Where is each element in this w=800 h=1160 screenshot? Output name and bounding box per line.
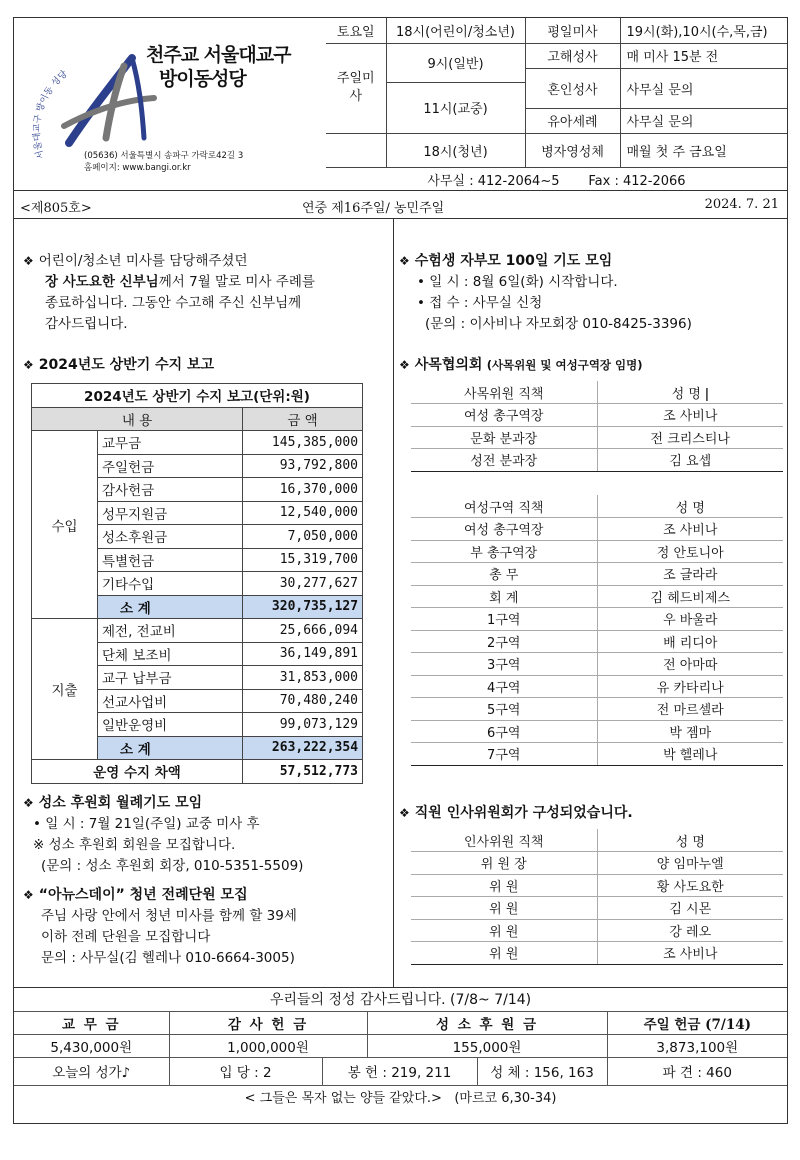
hymn-offertory: 봉 헌 : 219, 211 [322, 1057, 477, 1085]
priest-name: 장 사도요한 신부님 [45, 274, 159, 290]
notice-line: • 일 시 : 7월 21일(주일) 교중 미사 후 [33, 816, 260, 832]
table-row [411, 449, 783, 472]
council-table-1 [411, 381, 783, 472]
notice-line: 감사드립니다. [45, 316, 128, 332]
name-cell: 성 명 ǀ [597, 381, 783, 404]
finance-table [31, 383, 363, 784]
table-row [411, 698, 783, 721]
role-cell: 총 무 [411, 563, 597, 586]
sun-time-1: 9시(일반) [386, 43, 525, 82]
expense-amount: 36,149,891 [243, 642, 363, 666]
heading-text: ❖ 2024년도 상반기 수지 보고 [23, 355, 214, 376]
offering-value: 3,873,100원 [607, 1034, 787, 1057]
balance-amount: 57,512,773 [243, 760, 363, 784]
expense-amount: 70,480,240 [243, 689, 363, 713]
expense-amount: 25,666,094 [243, 619, 363, 643]
offering-section [14, 987, 787, 1125]
notice-line: 이하 전례 단원을 모집합니다 [41, 929, 211, 945]
notice-line: 종료하십니다. 그동안 수고해 주신 신부님께 [45, 295, 302, 311]
notice-line: (문의 : 이사비나 자모회장 010-8425-3396) [425, 316, 692, 332]
role-cell: 4구역 [411, 675, 597, 698]
income-amount: 15,319,700 [243, 548, 363, 572]
income-amount: 16,370,000 [243, 478, 363, 502]
name-cell: 전 마르셀라 [597, 698, 783, 721]
name-cell: 조 사비나 [597, 518, 783, 541]
name-cell: 김 시몬 [597, 897, 783, 920]
role-cell: 7구역 [411, 743, 597, 766]
role-cell: 1구역 [411, 608, 597, 631]
offering-title: 우리들의 정성 감사드립니다. (7/8~ 7/14) [14, 988, 787, 1011]
heading-sub: (사목위원 및 여성구역장 임명) [486, 358, 643, 372]
balance-label: 운영 수지 차액 [32, 760, 243, 784]
role-cell: 사목위원 직책 [411, 381, 597, 404]
table-row [411, 743, 783, 766]
col-content: 내 용 [32, 407, 243, 431]
sun-time-3: 18시(청년) [386, 133, 525, 167]
role-cell: 위 원 [411, 874, 597, 897]
item-value: 사무실 문의 [620, 108, 787, 133]
income-item: 성소후원금 [98, 525, 243, 549]
parish-logo [14, 18, 326, 191]
name-cell: 성 명 [597, 829, 783, 852]
income-amount: 30,277,627 [243, 572, 363, 596]
income-amount: 93,792,800 [243, 454, 363, 478]
income-label: 수입 [32, 431, 98, 619]
expense-subtotal-label: 소 계 [98, 736, 243, 760]
role-cell: 3구역 [411, 653, 597, 676]
table-row [411, 630, 783, 653]
issue-bar [14, 191, 787, 219]
item-label: 고해성사 [525, 43, 620, 68]
expense-item: 단체 보조비 [98, 642, 243, 666]
income-item: 감사헌금 [98, 478, 243, 502]
item-value: 사무실 문의 [620, 68, 787, 108]
table-row [411, 675, 783, 698]
notice-line: 주님 사랑 안에서 청년 미사를 함께 할 39세 [41, 908, 297, 924]
role-cell: 위 원 [411, 919, 597, 942]
offering-value: 1,000,000원 [169, 1034, 367, 1057]
notice-exam-prayer [399, 251, 784, 335]
weekday-label: 평일미사 [525, 18, 620, 43]
council-table-2 [411, 495, 783, 766]
expense-amount: 31,853,000 [243, 666, 363, 690]
heading-text: ❖ 수험생 자부모 100일 기도 모임 [399, 251, 784, 272]
header [14, 18, 787, 191]
table-row [411, 653, 783, 676]
role-cell: 여성 총구역장 [411, 404, 597, 427]
item-label: 병자영성체 [525, 133, 620, 167]
heading-text: ❖ “아뉴스데이” 청년 전례단원 모집 [23, 885, 388, 906]
notice-line: ※ 성소 후원회 회원을 모집합니다. [33, 837, 236, 853]
right-column [395, 219, 787, 987]
name-cell: 박 헬레나 [597, 743, 783, 766]
name-cell: 전 아마따 [597, 653, 783, 676]
table-row [411, 942, 783, 965]
homepage-text: 홈페이지: www.bangi.or.kr [84, 163, 191, 173]
parish-address [84, 150, 243, 174]
item-value: 매월 첫 주 금요일 [620, 133, 787, 167]
gospel-verse: < 그들은 목자 없는 양들 같았다.> (마르코 6,30-34) [14, 1085, 787, 1108]
finance-heading [23, 355, 214, 376]
role-cell: 인사위원 직책 [411, 829, 597, 852]
issue-date: 2024. 7. 21 [704, 197, 779, 212]
personnel-table [411, 829, 783, 965]
role-cell: 6구역 [411, 720, 597, 743]
income-item: 교무금 [98, 431, 243, 455]
income-amount: 12,540,000 [243, 501, 363, 525]
svg-text:서울대교구 방이동 성당: 서울대교구 방이동 성당 [32, 69, 70, 160]
heading-text: ❖ 사목협의회 [399, 357, 482, 373]
sat-time: 18시(어린이/청소년) [386, 18, 525, 43]
weekday-time: 19시(화),10시(수,목,금) [620, 18, 787, 43]
role-cell: 회 계 [411, 585, 597, 608]
expense-item: 교구 납부금 [98, 666, 243, 690]
name-cell: 성 명 [597, 495, 783, 518]
name-cell: 강 레오 [597, 919, 783, 942]
address-text: (05636) 서울특별시 송파구 가락로42길 3 [84, 151, 244, 161]
hymn-communion: 성 체 : 156, 163 [477, 1057, 607, 1085]
sat-label: 토요일 [326, 18, 386, 43]
name-cell: 김 헤드비제스 [597, 585, 783, 608]
name-cell: 전 크리스티나 [597, 426, 783, 449]
bulletin-page [13, 17, 788, 1124]
expense-item: 선교사업비 [98, 689, 243, 713]
table-row [411, 426, 783, 449]
role-cell: 위 원 장 [411, 852, 597, 875]
issue-number: <제805호> [20, 201, 92, 216]
table-header-row [411, 829, 783, 852]
expense-label: 지출 [32, 619, 98, 760]
notice-line: (문의 : 성소 후원회 회장, 010-5351-5509) [41, 858, 304, 874]
role-cell: 부 총구역장 [411, 540, 597, 563]
finance-table-title: 2024년도 상반기 수지 보고(단위:원) [32, 384, 363, 408]
name-cell: 배 리디아 [597, 630, 783, 653]
name-cell: 황 사도요한 [597, 874, 783, 897]
expense-subtotal: 263,222,354 [243, 736, 363, 760]
parish-name-line2: 방이동성당 [159, 68, 246, 90]
hymn-dismissal: 파 견 : 460 [607, 1057, 787, 1085]
table-row [411, 608, 783, 631]
heading-text: ❖ 성소 후원회 월례기도 모임 [23, 793, 388, 814]
expense-amount: 99,073,129 [243, 713, 363, 737]
item-label: 유아세례 [525, 108, 620, 133]
offering-value: 5,430,000원 [14, 1034, 169, 1057]
income-item: 성무지원금 [98, 501, 243, 525]
table-row [411, 563, 783, 586]
role-cell: 5구역 [411, 698, 597, 721]
role-cell: 2구역 [411, 630, 597, 653]
offering-head: 성 소 후 원 금 [367, 1011, 607, 1034]
hymn-entrance: 입 당 : 2 [169, 1057, 322, 1085]
income-subtotal: 320,735,127 [243, 595, 363, 619]
income-item: 주일헌금 [98, 454, 243, 478]
offering-table [14, 988, 787, 1108]
expense-item: 제전, 전교비 [98, 619, 243, 643]
name-cell: 김 요셉 [597, 449, 783, 472]
offering-value: 155,000원 [367, 1034, 607, 1057]
income-subtotal-label: 소 계 [98, 595, 243, 619]
expense-item: 일반운영비 [98, 713, 243, 737]
notice-line: • 접 수 : 사무실 신청 [417, 295, 543, 311]
name-cell: 조 사비나 [597, 942, 783, 965]
table-row [411, 897, 783, 920]
table-row [411, 518, 783, 541]
table-row [411, 540, 783, 563]
notice-line: 께서 7월 말로 미사 주례를 [158, 274, 315, 290]
offering-head: 주일 헌금 (7/14) [607, 1011, 787, 1034]
table-row [411, 585, 783, 608]
role-cell: 문화 분과장 [411, 426, 597, 449]
table-row [411, 919, 783, 942]
mass-schedule [326, 18, 787, 191]
notice-line: 어린이/청소년 미사를 담당해주셨던 [38, 253, 248, 269]
item-label: 혼인성사 [525, 68, 620, 108]
notice-line: 문의 : 사무실(김 헬레나 010-6664-3005) [41, 950, 295, 966]
sunday-label: 주일미사 [326, 43, 386, 133]
role-cell: 위 원 [411, 897, 597, 920]
role-cell: 여성구역 직책 [411, 495, 597, 518]
council-heading [399, 355, 784, 376]
personnel-heading [399, 803, 784, 824]
name-cell: 정 안토니아 [597, 540, 783, 563]
name-cell: 조 사비나 [597, 404, 783, 427]
income-amount: 7,050,000 [243, 525, 363, 549]
item-value: 매 미사 15분 전 [620, 43, 787, 68]
table-row [411, 404, 783, 427]
offering-head: 감 사 헌 금 [169, 1011, 367, 1034]
parish-name-line1: 천주교 서울대교구 [146, 44, 291, 66]
notice-priest: ❖ 어린이/청소년 미사를 담당해주셨던 장 사도요한 신부님께서 7월 말로 미사 주례를 종료하십니다. 그동안 수고해 주신 신부님께 감사드립니다. [23, 251, 388, 335]
income-item: 기타수입 [98, 572, 243, 596]
offering-head: 교 무 금 [14, 1011, 169, 1034]
name-cell: 박 젬마 [597, 720, 783, 743]
notice-vocation [23, 793, 388, 877]
table-row [411, 852, 783, 875]
hymn-label: 오늘의 성가♪ [14, 1057, 169, 1085]
income-item: 특별헌금 [98, 548, 243, 572]
table-header-row [411, 495, 783, 518]
office-contact: 사무실 : 412-2064~5 Fax : 412-2066 [326, 167, 787, 191]
table-row [411, 874, 783, 897]
heading-text: ❖ 직원 인사위원회가 구성되었습니다. [399, 803, 784, 824]
notice-agnusdei [23, 885, 388, 969]
role-cell: 성전 분과장 [411, 449, 597, 472]
issue-title: 연중 제16주일/ 농민주일 [302, 201, 445, 216]
table-row [411, 720, 783, 743]
role-cell: 여성 총구역장 [411, 518, 597, 541]
name-cell: 양 임마누엘 [597, 852, 783, 875]
name-cell: 유 카타리나 [597, 675, 783, 698]
name-cell: 우 바울라 [597, 608, 783, 631]
role-cell: 위 원 [411, 942, 597, 965]
name-cell: 조 글라라 [597, 563, 783, 586]
notice-line: • 일 시 : 8월 6일(화) 시작합니다. [417, 274, 618, 290]
col-amount: 금 액 [243, 407, 363, 431]
income-amount: 145,385,000 [243, 431, 363, 455]
sun-time-2: 11시(교중) [386, 82, 525, 133]
left-column [14, 219, 394, 987]
table-header-row [411, 381, 783, 404]
